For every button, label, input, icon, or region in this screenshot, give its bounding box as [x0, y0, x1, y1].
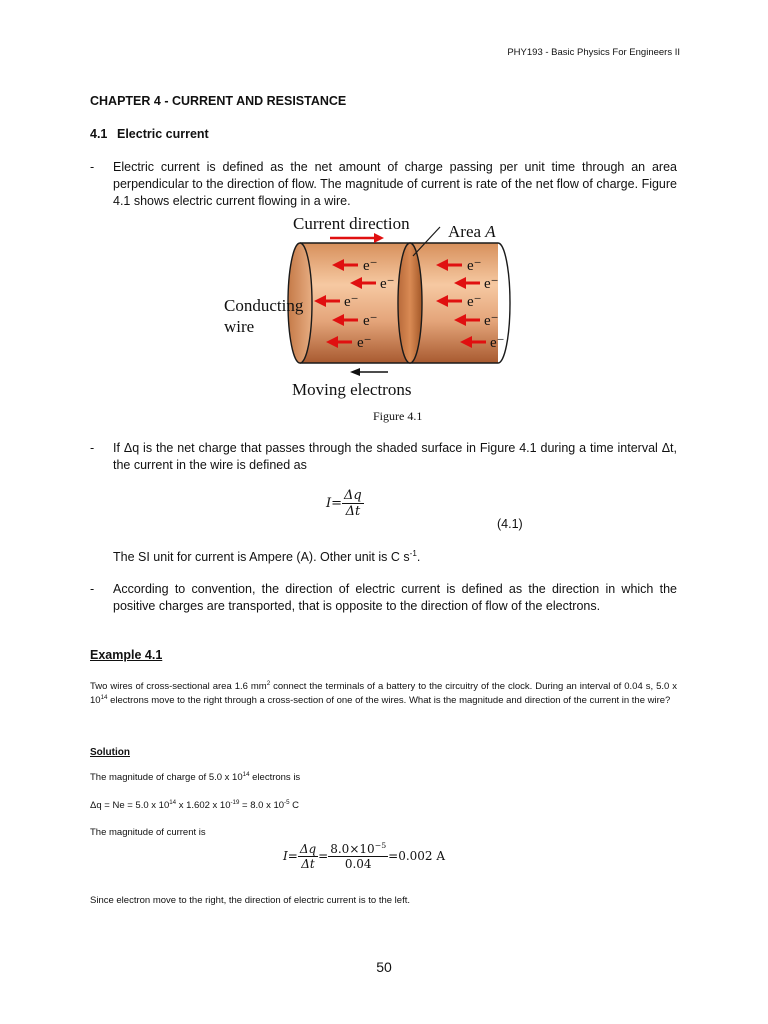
current-direction-arrow — [374, 233, 384, 243]
current-direction-label: Current direction — [293, 214, 410, 233]
electron-label: e⁻ — [484, 276, 499, 292]
current-intro: The magnitude of current is — [90, 827, 206, 838]
wire-label: wire — [224, 317, 255, 336]
conclusion: Since electron move to the right, the direction of electric current is to the left. — [90, 895, 410, 906]
example-heading: Example 4.1 — [90, 648, 163, 662]
bullet-dash: - — [90, 160, 95, 174]
electron-label: e⁻ — [363, 258, 378, 274]
bullet-definition: Electric current is defined as the net amount of charge passing per unit time through an area perpendicular to the direction of flow. The magnitude of current is rate of the net flow of charge. Figure 4.1 shows electric current flowing in a wire. — [113, 160, 677, 208]
figure-wire-diagram — [218, 210, 528, 405]
electron-label: e⁻ — [357, 335, 372, 351]
si-unit-text: The SI unit for current is Ampere (A). Other unit is C $s^{-1}$. — [113, 548, 421, 564]
current-calculation: I= $\frac{\Delta q}{\Delta t}$ = $\frac{8.0\times 10^{-5}}{0.04}$ =0.002 A — [283, 841, 446, 871]
running-header: PHY193 - Basic Physics For Engineers II — [507, 47, 680, 58]
electron-label: e⁻ — [490, 335, 505, 351]
electron-label: e⁻ — [363, 313, 378, 329]
equation-current-definition: I= $\frac{\Delta q}{\Delta t}$ — [326, 488, 362, 519]
area-label: Area A — [448, 222, 496, 241]
moving-electrons-arrow — [350, 368, 360, 376]
electron-label: e⁻ — [467, 294, 482, 310]
section-number: 4.1 — [90, 127, 108, 141]
electron-label: e⁻ — [484, 313, 499, 329]
electron-label: e⁻ — [344, 294, 359, 310]
bullet-convention: According to convention, the direction of electric current is defined as the direction in which the positive charges are transported, that is opposite to the direction of flow of the electrons. — [113, 582, 677, 613]
bullet-charge-definition: If Δq is the net charge that passes through the shaded surface in Figure 4.1 during a time interval Δt, the current in the wire is defined as — [113, 441, 677, 472]
electron-label: e⁻ — [380, 276, 395, 292]
solution-heading: Solution — [90, 747, 130, 758]
figure-caption: Figure 4.1 — [373, 409, 423, 423]
section-heading — [90, 127, 209, 141]
shaded-area — [398, 243, 422, 363]
example-problem: Two wires of cross-sectional area 1.6 $mm^2$ connect the terminals of a battery to the circuitry of the clock. During an interval of 0.04 s, 5.0 x $10^{14}$ electrons move to the right through a cross-section of one of the wires. What is the magnitude and direction of the current in the wire? — [90, 679, 677, 706]
electron-label: e⁻ — [467, 258, 482, 274]
charge-intro: The magnitude of charge of 5.0 x $10^{14}$ electrons is — [90, 770, 301, 783]
page-number: 50 — [376, 959, 392, 975]
conducting-label: Conducting — [224, 296, 304, 315]
section-title: Electric current — [117, 127, 209, 141]
bullet-dash: - — [90, 582, 95, 596]
charge-equation: Δq = Ne = 5.0 x $10^{14}$ x 1.602 x $10^{-19} = 8.0$ x $10^{-5}$ C — [90, 798, 300, 811]
chapter-title: CHAPTER 4 - CURRENT AND RESISTANCE — [90, 94, 347, 108]
equation-number: (4.1) — [497, 517, 523, 531]
moving-electrons-label: Moving electrons — [292, 380, 412, 399]
bullet-dash: - — [90, 441, 95, 455]
